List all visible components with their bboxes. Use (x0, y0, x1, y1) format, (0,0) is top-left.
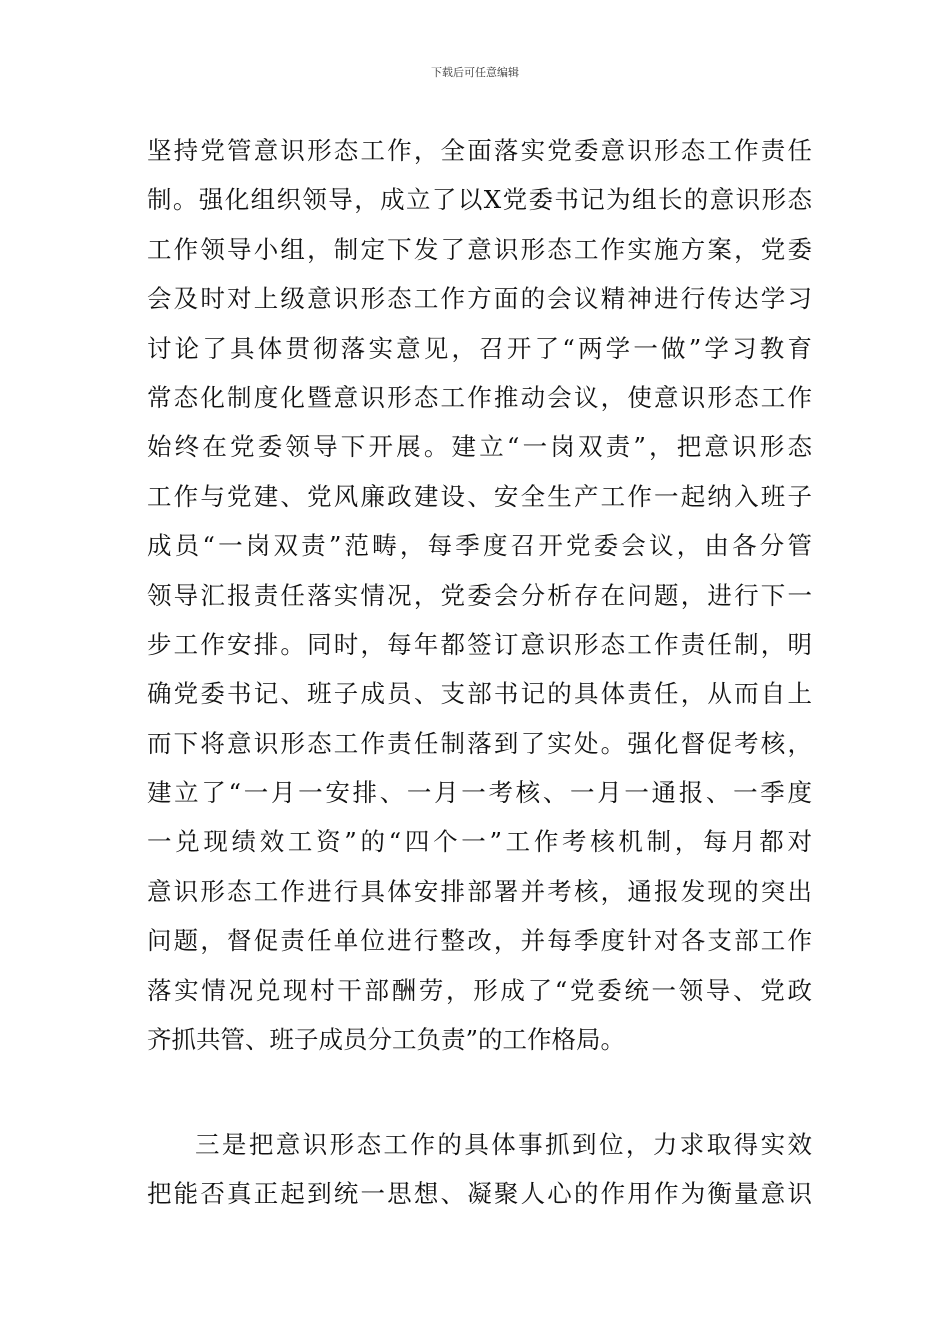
paragraph-line: 步工作安排。同时，每年都签订意识形态工作责任制，明 (147, 629, 812, 659)
paragraph-line: 齐抓共管、班子成员分工负责”的工作格局。 (147, 1025, 626, 1055)
paragraph-line: 确党委书记、班子成员、支部书记的具体责任，从而自上 (147, 679, 812, 709)
paragraph-line: 工作与党建、党风廉政建设、安全生产工作一起纳入班子 (147, 481, 812, 511)
paragraph-line: 三是把意识形态工作的具体事抓到位，力求取得实效 (195, 1130, 812, 1159)
paragraph-line: 把能否真正起到统一思想、凝聚人心的作用作为衡量意识 (147, 1179, 812, 1209)
paragraph-1 (147, 126, 812, 1064)
paragraph-line: 会及时对上级意识形态工作方面的会议精神进行传达学习 (147, 284, 812, 314)
paragraph-2 (147, 1120, 812, 1219)
paragraph-line: 讨论了具体贯彻落实意见，召开了“两学一做”学习教育 (147, 333, 812, 363)
paragraph-line: 工作领导小组，制定下发了意识形态工作实施方案，党委 (147, 234, 812, 264)
paragraph-line: 落实情况兑现村干部酬劳，形成了“党委统一领导、党政 (147, 975, 812, 1005)
paragraph-line: 问题，督促责任单位进行整改，并每季度针对各支部工作 (147, 926, 812, 956)
paragraph-line: 领导汇报责任落实情况，党委会分析存在问题，进行下一 (147, 580, 812, 610)
paragraph-line: 一兑现绩效工资”的“四个一”工作考核机制，每月都对 (147, 827, 812, 857)
paragraph-line: 始终在党委领导下开展。建立“一岗双责”，把意识形态 (147, 432, 812, 462)
paragraph-line: 坚持党管意识形态工作，全面落实党委意识形态工作责任 (147, 136, 812, 165)
paragraph-line: 意识形态工作进行具体安排部署并考核，通报发现的突出 (147, 876, 812, 906)
page-header: 下载后可任意编辑 (431, 66, 519, 79)
paragraph-line: 建立了“一月一安排、一月一考核、一月一通报、一季度 (147, 778, 812, 808)
paragraph-line: 成员“一岗双责”范畴，每季度召开党委会议，由各分管 (147, 531, 812, 561)
paragraph-line: 制。强化组织领导，成立了以X党委书记为组长的意识形态 (147, 185, 812, 215)
paragraph-line: 而下将意识形态工作责任制落到了实处。强化督促考核， (147, 728, 812, 758)
paragraph-line: 常态化制度化暨意识形态工作推动会议，使意识形态工作 (147, 382, 812, 412)
